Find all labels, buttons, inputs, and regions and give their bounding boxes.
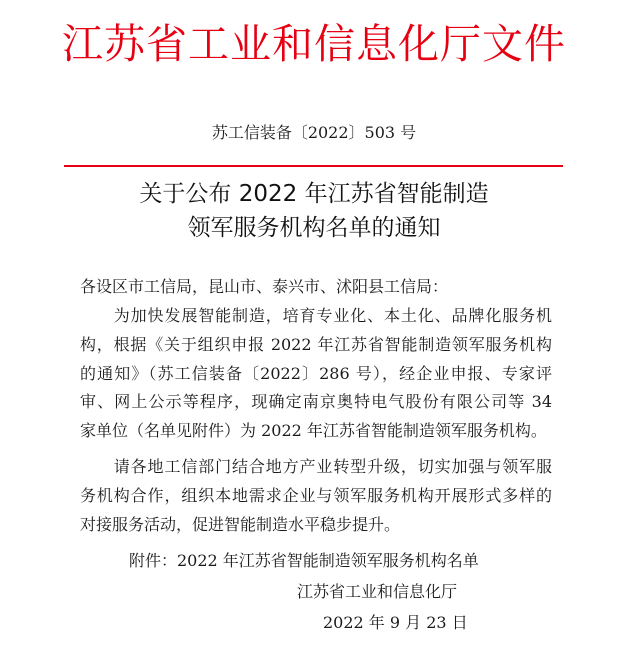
paragraph-2-line: 请各地工信部门结合地方产业转型升级，切实加强与领军服 [80,457,552,476]
paragraph-2 [80,453,552,539]
paragraph-1-line: 的通知》（苏工信装备〔2022〕286 号），经企业申报、专家评 [80,363,552,383]
notice-title [0,177,628,245]
paragraph-1-line: 审、网上公示等程序，现确定南京奥特电气股份有限公司等 34 [80,392,552,412]
paragraph-1-line: 构，根据《关于组织申报 2022 年江苏省智能制造领军服务机构 [80,334,552,354]
document-number: 苏工信装备〔2022〕503 号 [211,123,417,142]
salutation: 各设区市工信局，昆山市、泰兴市、沭阳县工信局： [80,277,449,296]
notice-title-line-1: 关于公布 2022 年江苏省智能制造 [139,181,489,207]
notice-title-line-2: 领军服务机构名单的通知 [187,215,441,241]
paragraph-2-line: 对接服务活动，促进智能制造水平稳步提升。 [80,514,401,534]
document-header-title: 江苏省工业和信息化厅文件 [62,20,566,68]
attachment-note: 附件：2022 年江苏省智能制造领军服务机构名单 [129,551,479,570]
issue-date: 2022 年 9 月 23 日 [323,613,468,632]
issuing-authority: 江苏省工业和信息化厅 [297,582,458,601]
paragraph-1-line: 为加快发展智能制造，培育专业化、本土化、品牌化服务机 [80,306,552,325]
paragraph-2-line: 务机构合作，组织本地需求企业与领军服务机构开展形式多样的 [80,485,552,505]
paragraph-1-line: 家单位（名单见附件）为 2022 年江苏省智能制造领军服务机构。 [80,421,547,441]
paragraph-1 [80,302,552,446]
red-divider-line [64,165,563,167]
